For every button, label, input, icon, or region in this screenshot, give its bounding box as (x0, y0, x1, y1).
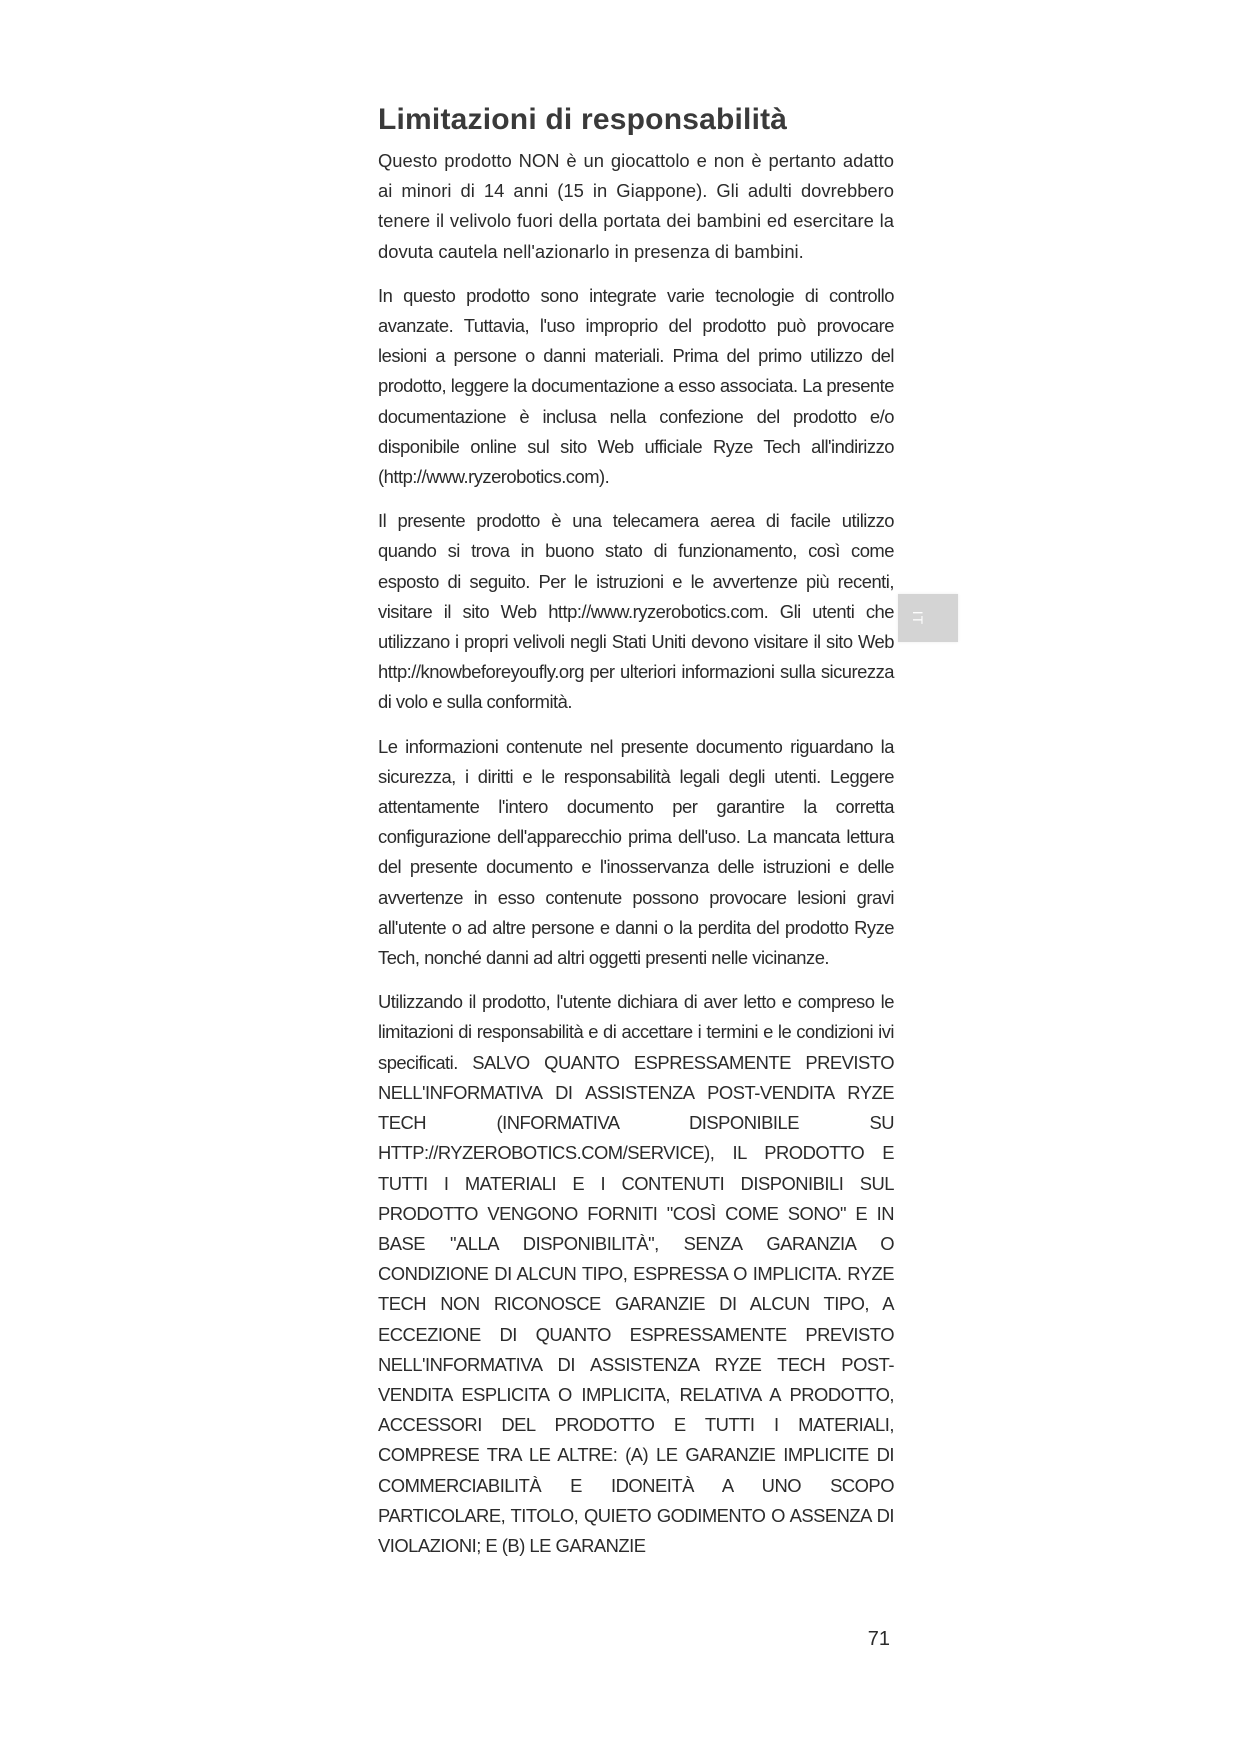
paragraph-advanced-tech: In questo prodotto sono integrate varie tecnologie di controllo avanzate. Tuttavia, l'uso improprio del prodotto può provocare lesioni a persone o danni materiali. Prima del primo utilizzo del prodotto, leggere la documentazione a esso associata. La presente documentazione è inclusa nella confezione del prodotto e/o disponibile online sul sito Web ufficiale Ryze Tech all'indirizzo (http://www.ryzerobotics.com). (378, 284, 894, 488)
paragraph-legal-info: Le informazioni contenute nel presente documento riguardano la sicurezza, i diritti e le responsabilità legali degli utenti. Leggere attentamente l'intero documento per garantire la corretta configurazione dell'apparecchio prima dell'uso. La mancata lettura del presente documento e l'inosservanza delle istruzioni e delle avvertenze in esso contenute possono provocare lesioni gravi all'utente o ad altre persone e danni o la perdita del prodotto Ryze Tech, nonché danni ad altri oggetti presenti nelle vicinanze. (378, 735, 894, 969)
paragraph-aerial-camera: Il presente prodotto è una telecamera aerea di facile utilizzo quando si trova in buono stato di funzionamento, così come esposto di seguito. Per le istruzioni e le avvertenze più recenti, visitare il sito Web http://www.ryzerobotics.com. Gli utenti che utilizzano i propri velivoli negli Stati Uniti devono visitare il sito Web http://knowbeforeyoufly.org per ulteriori informazioni sulla sicurezza di volo e sulla conformità. (378, 510, 894, 713)
language-tab (898, 594, 958, 642)
language-tab-label: IT (910, 610, 926, 626)
disclaimer-section (378, 100, 894, 1561)
paragraph-warranty-disclaimer: Utilizzando il prodotto, l'utente dichiara di aver letto e compreso le limitazioni di responsabilità e di accettare i termini e le condizioni ivi specificati. SALVO QUANTO ESPRESSAMENTE PREVISTO NELL'INFORMATIVA DI ASSISTENZA POST-VENDITA RYZE TECH (INFORMATIVA DISPONIBILE SU HTTP://RYZEROBOTICS.COM/SERVICE), IL PRODOTTO E TUTTI I MATERIALI E I CONTENUTI DISPONIBILI SUL PRODOTTO VENGONO FORNITI "COSÌ COME SONO" E IN BASE "ALLA DISPONIBILITÀ", SENZA GARANZIA O CONDIZIONE DI ALCUN TIPO, ESPRESSA O IMPLICITA. RYZE TECH NON RICONOSCE GARANZIE DI ALCUN TIPO, A ECCEZIONE DI QUANTO ESPRESSAMENTE PREVISTO NELL'INFORMATIVA DI ASSISTENZA RYZE TECH POST-VENDITA ESPLICITA O IMPLICITA, RELATIVA A PRODOTTO, ACCESSORI DEL PRODOTTO E TUTTI I MATERIALI, COMPRESE TRA LE ALTRE: (A) LE GARANZIE IMPLICITE DI COMMERCIABILITÀ E IDONEITÀ A UNO SCOPO PARTICOLARE, TITOLO, QUIETO GODIMENTO O ASSENZA DI VIOLAZIONI; E (B) LE GARANZIE (378, 991, 894, 1556)
page-number: 71 (867, 1628, 890, 1650)
paragraph-toy-warning: Questo prodotto NON è un giocattolo e non è pertanto adatto ai minori di 14 anni (15 in Giappone). Gli adulti dovrebbero tenere il velivolo fuori della portata dei bambini ed esercitare la dovuta cautela nell'azionarlo in presenza di bambini. (378, 150, 894, 262)
page-title: Limitazioni di responsabilità (378, 103, 788, 136)
